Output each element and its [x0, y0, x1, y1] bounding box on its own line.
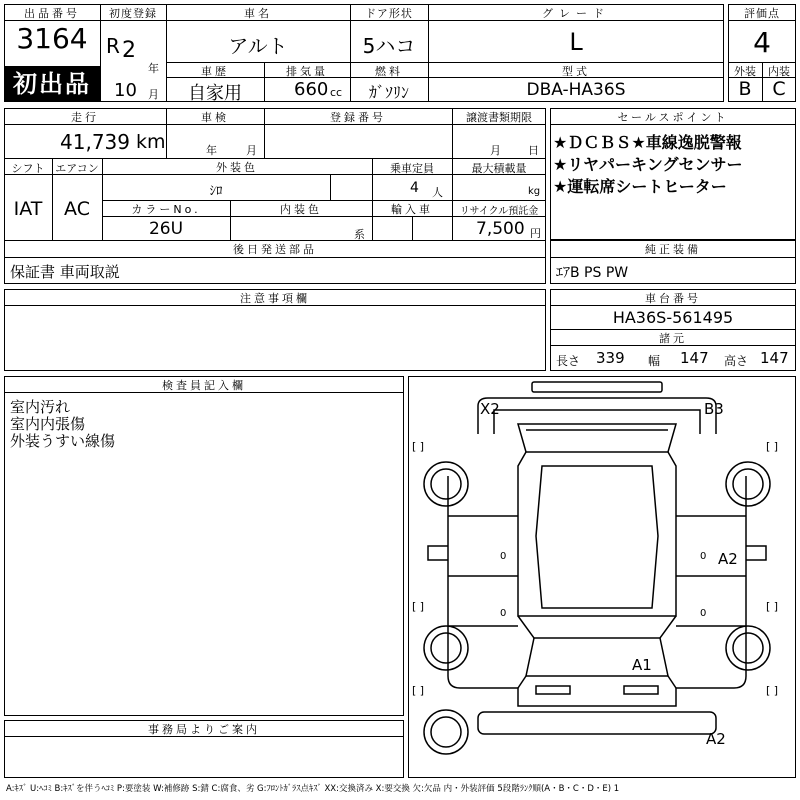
divider: [412, 216, 413, 240]
load-unit: kg: [528, 186, 541, 197]
width-label: 幅: [648, 354, 661, 368]
transfer-month-unit: 月: [490, 144, 501, 157]
grade-header: グレード: [542, 7, 610, 20]
equipment-header: 純正装備: [645, 243, 701, 256]
shift-header: シフト: [11, 162, 45, 175]
notes-header: 注意事項欄: [240, 292, 310, 305]
ac-header: エアコン: [55, 162, 99, 175]
car-name: アルト: [228, 34, 288, 58]
lot-header: 出品番号: [24, 7, 80, 20]
capacity: 4: [410, 180, 419, 196]
damage-mark: A1: [632, 656, 652, 674]
reg-header: 初度登録: [109, 7, 157, 20]
mileage: 41,739: [60, 130, 130, 154]
score-header: 評価点: [744, 7, 780, 20]
month-unit: 月: [148, 88, 159, 101]
history: 自家用: [188, 83, 242, 104]
inspector-note: 室内汚れ: [10, 398, 71, 416]
zero-mark: 0: [700, 608, 707, 619]
ext-grade: B: [738, 78, 752, 100]
zero-mark: 0: [700, 551, 707, 562]
sales-point: ★運転席シートヒーター: [553, 177, 727, 196]
width-value: 147: [680, 349, 709, 367]
year-unit: 年: [148, 62, 159, 75]
damage-mark: X2: [480, 400, 500, 418]
divider: [330, 174, 331, 200]
import-header: 輸入車: [391, 203, 433, 216]
inspection-header: 車検: [201, 111, 229, 124]
car-diagram: [408, 376, 796, 778]
interior-color-header: 内装色: [280, 203, 322, 216]
divider: [4, 257, 546, 258]
damage-mark: A2: [706, 730, 726, 748]
model-header: 型式: [562, 65, 590, 78]
color: ｼﾛ: [209, 184, 223, 199]
first-listing-badge: 初出品: [4, 66, 100, 102]
bracket-mark: [ ]: [412, 440, 425, 453]
damage-mark: B3: [704, 400, 724, 418]
recycle-amount: 7,500: [476, 219, 525, 239]
mileage-unit: km: [136, 131, 166, 153]
int-header: 内装: [768, 65, 790, 78]
bracket-mark: [ ]: [412, 600, 425, 613]
sales-header: セールスポイント: [617, 111, 729, 124]
load-header: 最大積載量: [471, 162, 527, 175]
length-label: 長さ: [556, 354, 581, 368]
capacity-header: 乗車定員: [390, 162, 434, 175]
damage-mark: A2: [718, 550, 738, 568]
ac: AC: [64, 198, 90, 220]
transfer-header: 譲渡書類期限: [466, 111, 532, 124]
fuel-header: 燃料: [375, 65, 403, 78]
later-parts-header: 後日発送部品: [233, 243, 317, 256]
divider: [550, 257, 796, 258]
shift: IAT: [13, 198, 43, 220]
office-header: 事務局よりご案内: [148, 723, 260, 736]
equipment-value: ｴｱB PS PW: [556, 265, 629, 281]
inspector-note: 外装うすい線傷: [10, 432, 116, 450]
lot-number: 3164: [16, 22, 88, 55]
displacement-unit: cc: [330, 86, 343, 99]
later-parts: 保証書 車両取説: [10, 263, 120, 281]
recycle-header: リサイクル預託金: [459, 206, 539, 217]
capacity-unit: 人: [432, 186, 443, 199]
history-header: 車歴: [201, 65, 229, 78]
zero-mark: 0: [500, 608, 507, 619]
displacement-header: 排気量: [286, 65, 328, 78]
inspector-header: 検査員記入欄: [162, 379, 246, 392]
bracket-mark: [ ]: [766, 684, 779, 697]
interior-color-unit: 系: [354, 228, 365, 241]
reg-month: 10: [114, 80, 137, 101]
legend: A:ｷｽﾞ U:ﾍｺﾐ B:ｷｽﾞを伴うﾍｺﾐ P:要塗装 W:補修跡 S:錆 C:腐食、劣 G:ﾌﾛﾝﾄｶﾞﾗｽ点ｷｽﾞ XX:交換済み X:要交換 欠:欠品 内・外装評価 5段階ﾗﾝｸ順(A・B・C・D・E) 1: [6, 784, 620, 794]
transfer-day-unit: 日: [528, 144, 539, 157]
door-type: 5ハコ: [362, 34, 416, 58]
regno-header: 登録番号: [330, 111, 386, 124]
chassis-number: HA36S-561495: [612, 308, 734, 327]
int-grade: C: [772, 78, 786, 100]
length-value: 339: [596, 349, 625, 367]
colorno-header: カラーNo.: [131, 203, 201, 216]
model-code: DBA-HA36S: [526, 80, 626, 100]
inspection-month-unit: 月: [246, 144, 257, 157]
zero-mark: 0: [500, 551, 507, 562]
dims-header: 諸元: [659, 332, 687, 345]
ext-header: 外装: [734, 65, 756, 78]
inspector-note: 室内内張傷: [10, 415, 86, 433]
displacement: 660: [294, 79, 329, 100]
bracket-mark: [ ]: [412, 684, 425, 697]
sales-point: ★ＤＣＢＳ★車線逸脱警報: [553, 133, 742, 152]
color-no: 26U: [148, 219, 184, 239]
name-header: 車名: [244, 7, 272, 20]
height-value: 147: [760, 349, 789, 367]
height-label: 高さ: [724, 354, 749, 368]
score: 4: [753, 26, 771, 59]
fuel: ｶﾞｿﾘﾝ: [368, 83, 409, 102]
chassis-header: 車台番号: [645, 292, 701, 305]
grade: L: [569, 28, 583, 56]
color-header: 外装色: [216, 161, 258, 174]
sales-point: ★リヤパーキングセンサー: [553, 155, 743, 174]
reg-year: 2: [122, 38, 136, 63]
recycle-unit: 円: [530, 227, 541, 240]
era: R: [106, 34, 120, 58]
door-header: ドア形状: [365, 7, 413, 20]
mileage-header: 走行: [71, 111, 99, 124]
bracket-mark: [ ]: [766, 440, 779, 453]
inspection-year-unit: 年: [206, 144, 217, 157]
bracket-mark: [ ]: [766, 600, 779, 613]
